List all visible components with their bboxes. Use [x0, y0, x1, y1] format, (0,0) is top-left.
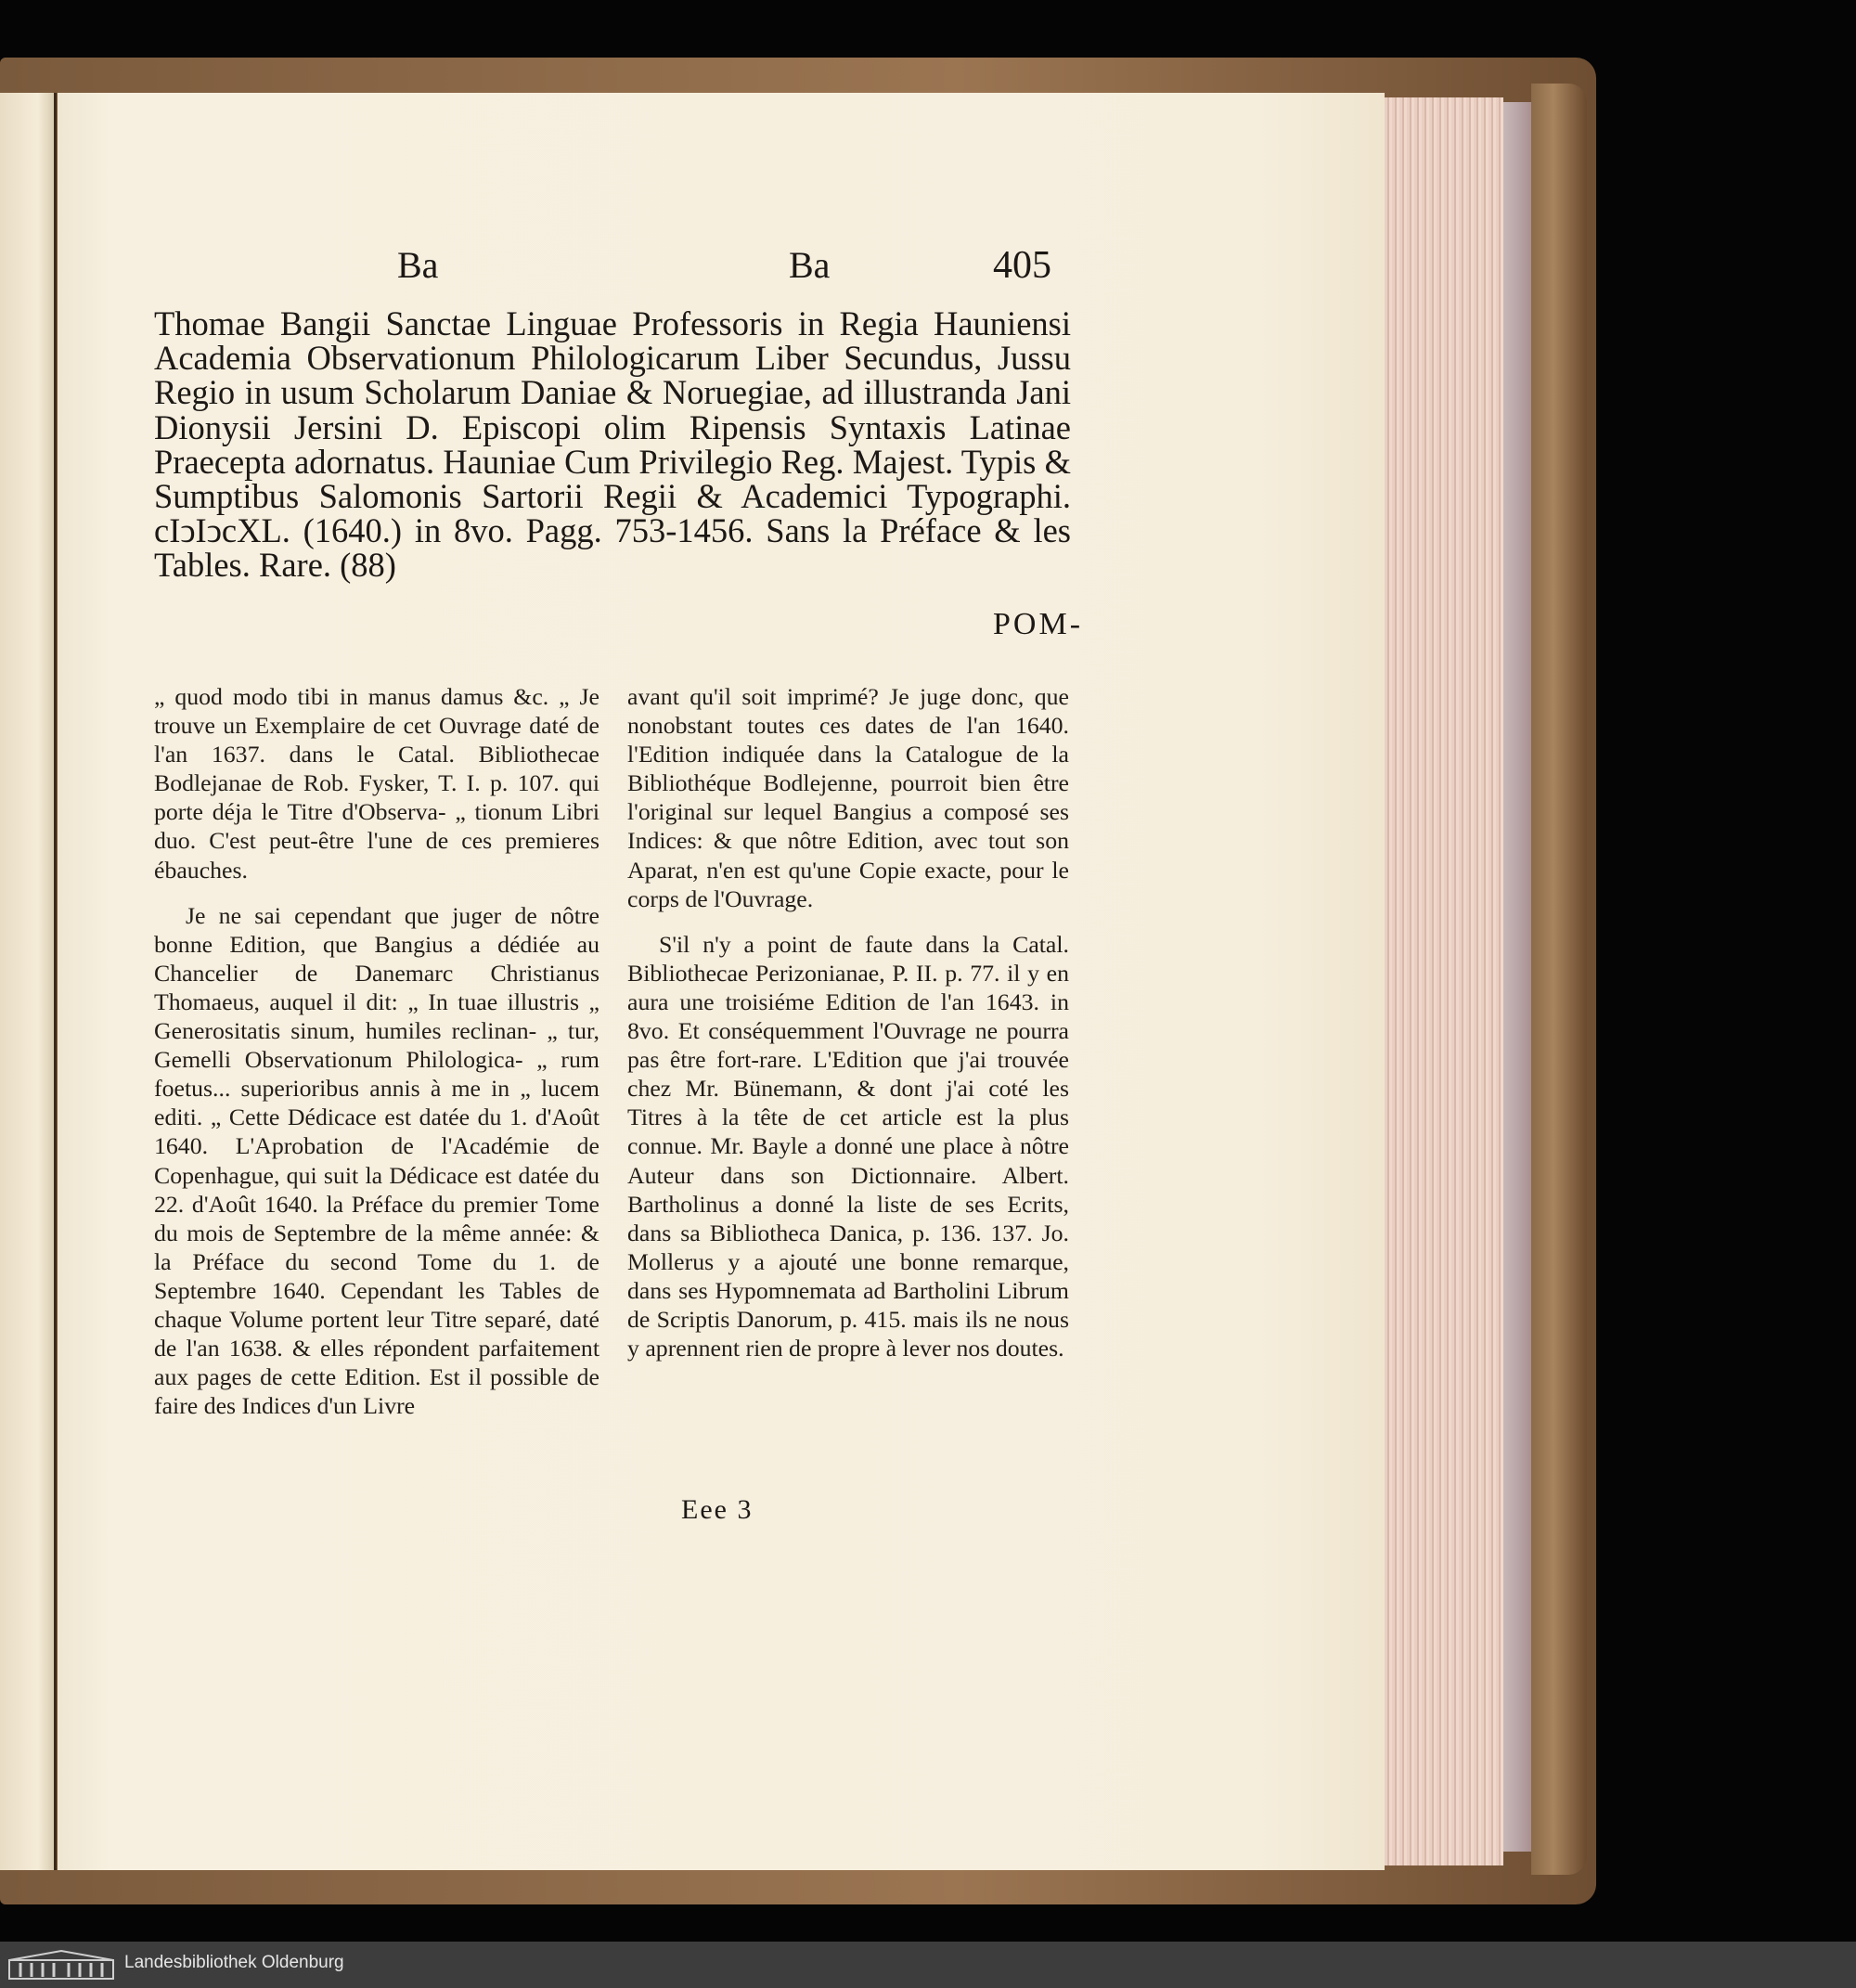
marbled-endpaper — [1503, 102, 1531, 1852]
catchword: POM- — [993, 607, 1084, 641]
library-building-icon — [7, 1949, 115, 1981]
cover-edge — [1531, 84, 1587, 1875]
footer-bar — [0, 1942, 1856, 1988]
right-paragraph-2: S'il n'y a point de faute dans la Catal. Bibliothecae Perizonianae, P. II. p. 77. il y en aura une troisiéme Edition de l'an 1643. in 8vo. Et conséquemment l'Ouvrage ne pourra pas être fort-rare. L'Edition que j'ai trouvée chez Mr. Bünemann, & dont j'ai coté les Titres à la tête de cet article est la plus connue. Mr. Bayle a donné une place à nôtre Auteur dans son Dictionnaire. Albert. Bartholinus a donné la liste de ses Ecrits, dans sa Bibliotheca Danica, p. 136. 137. Jo. Mollerus y a ajouté une bonne remarque, dans ses Hypomnemata ad Bartholini Librum de Scriptis Danorum, p. 415. mais ils ne nous y aprennent rien de propre à lever nos doutes. — [627, 930, 1069, 1362]
page-number: 405 — [993, 244, 1051, 287]
left-column — [154, 682, 599, 1420]
right-column — [627, 682, 1069, 1362]
running-head-left: Ba — [397, 244, 439, 286]
left-paragraph-2: Je ne sai cependant que juger de nôtre bonne Edition, que Bangius a dédiée au Chancelier de Danemarc Christianus Thomaeus, auquel il dit: „ In tuae illustris „ Generositatis sinum, humiles reclinan- „ tur, Gemelli Observationum Philologica- „ rum foetus... superioribus annis à me in „ lucem editi. „ Cette Dédicace est datée du 1. d'Août 1640. L'Aprobation de l'Académie de Copenhague, qui suit la Dédicace est datée du 22. d'Août 1640. la Préface du premier Tome du mois de Septembre de la même année: & la Préface du second Tome du 1. de Septembre 1640. Cependant les Tables de chaque Volume portent leur Titre separé, daté de l'an 1638. & elles répondent parfaitement aux pages de cette Edition. Est il possible de faire des Indices d'un Livre — [154, 901, 599, 1420]
page-edges — [1385, 97, 1503, 1865]
bibliographic-entry — [154, 306, 1071, 583]
footer-label: Landesbibliothek Oldenburg — [124, 1953, 344, 1972]
running-head-center: Ba — [789, 244, 831, 286]
entry-text: Thomae Bangii Sanctae Linguae Professoris in Regia Hauniensi Academia Observationum Philologicarum Liber Secundus, Jussu Regio in usum Scholarum Daniae & Noruegiae, ad illustranda Jani Dionysii Jersini D. Episcopi olim Ripensis Syntaxis Latinae Praecepta adornatus. Hauniae Cum Privilegio Reg. Majest. Typis & Sumptibus Salomonis Sartorii Regii & Academici Typographi. cIↄIↄcXL. (1640.) in 8vo. Pagg. 753-1456. Sans la Préface & les Tables. Rare. (88) — [154, 304, 1071, 585]
left-page-edge — [0, 93, 57, 1870]
right-paragraph-1: avant qu'il soit imprimé? Je juge donc, que nonobstant toutes ces dates de l'an 1640. l'Edition indiquée dans la Catalogue de la Bibliothéque Bodlejenne, pourroit bien être l'original sur lequel Bangius a composé ses Indices: & que nôtre Edition, avec tout son Aparat, n'en est qu'une Copie exacte, pour le corps de l'Ouvrage. — [627, 683, 1069, 912]
signature-mark: Eee 3 — [681, 1494, 754, 1525]
left-paragraph-1: „ quod modo tibi in manus damus &c. „ Je trouve un Exemplaire de cet Ouvrage daté de l'an 1637. dans le Catal. Bibliothecae Bodlejanae de Rob. Fysker, T. I. p. 107. qui porte déja le Titre d'Observa- „ tionum Libri duo. C'est peut-être l'une de ces premieres ébauches. — [154, 683, 599, 884]
